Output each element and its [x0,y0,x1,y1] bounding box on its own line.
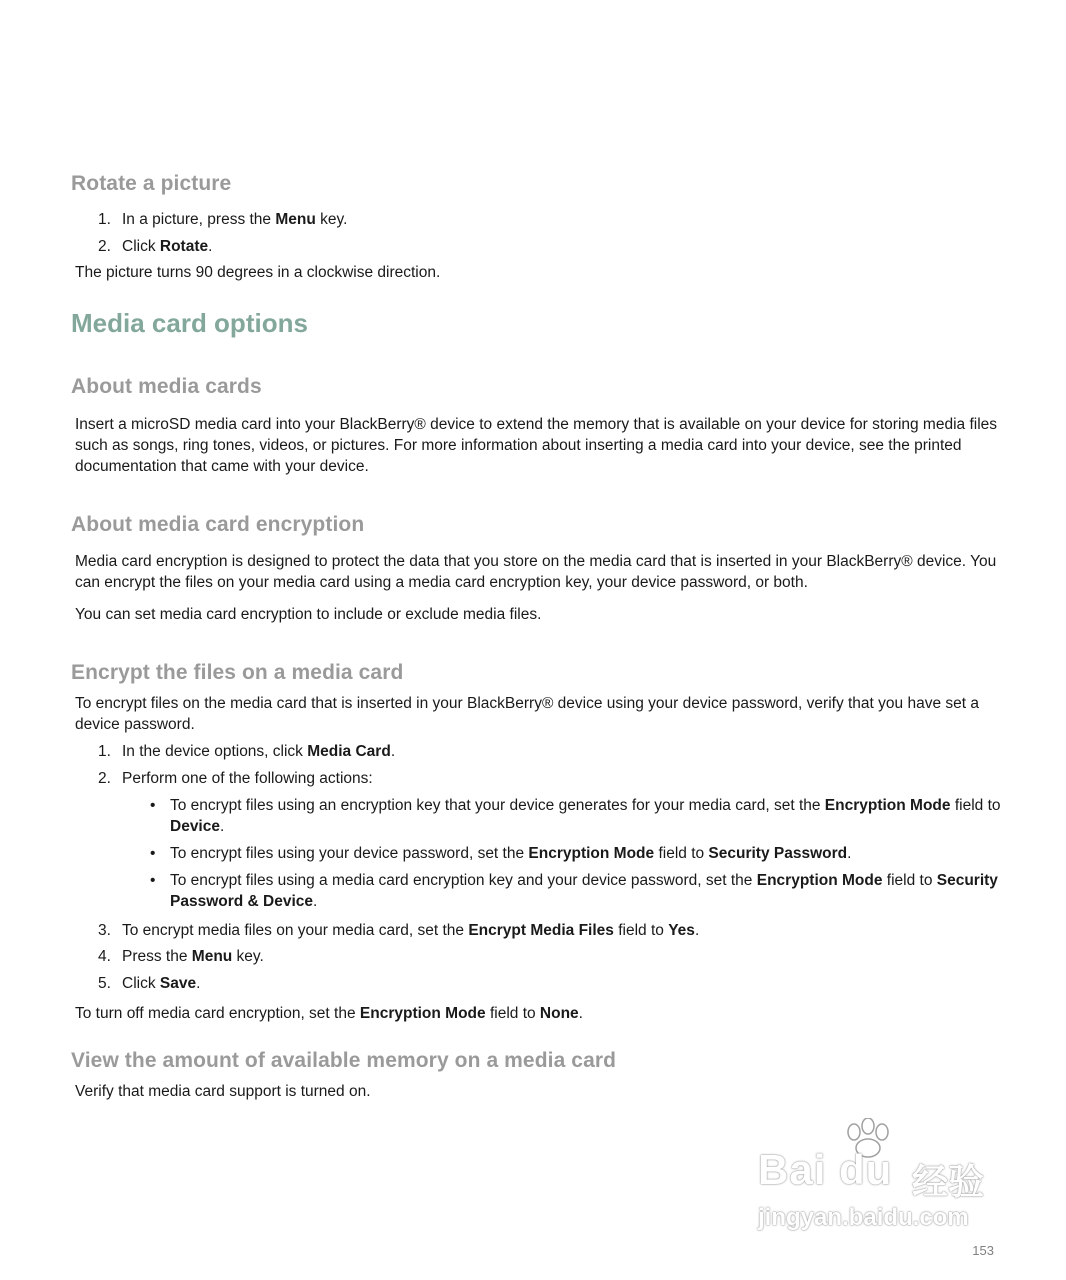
about-encryption-text: Media card encryption is designed to protect the data that you store on the media card that is inserted in your BlackBerry® device. You can encrypt the files on your media card using a media card encryption key, your device password, or both. [75,553,997,591]
step-number: 2. [98,237,111,255]
heading-about-media-cards: About media cards [71,375,262,398]
bullet-item [122,843,1005,864]
watermark-cn: 经验 [912,1161,985,1202]
list-item [75,209,1005,230]
step-bold: Menu [275,211,316,228]
bullet-text: . [219,817,225,835]
step-bold: Yes [668,921,695,939]
step-text: . [208,237,213,255]
rotate-steps [75,209,1005,262]
step-bold: Menu [191,948,233,966]
page-number: 153 [972,1243,994,1258]
step-text: In a picture, press the [122,211,276,228]
watermark-brand: Bai du [758,1146,893,1193]
step-text: In the device options, click [122,743,308,760]
about-encryption-text-2: You can set media card encryption to include or exclude media files. [75,606,542,623]
list-item [75,236,1005,257]
bullet-text: To encrypt files using your device password, set the [170,844,529,862]
bullet-bold: Device [170,817,220,835]
step-text: key. [315,211,348,228]
bullet-text: To encrypt files using an encryption key that your device generates for your media card, set the [170,796,825,814]
bullet-text: . [847,844,852,862]
step-text: . [694,921,700,939]
about-media-cards-text: Insert a microSD media card into your BlackBerry® device to extend the memory that is available on your device for storing media files such as songs, ring tones, videos, or pictures. For more information about inserting a media card into your device, see the printed documentation that came with your device. [75,416,998,475]
encrypt-outro [75,1003,1005,1024]
outro-bold: Encryption Mode [359,1005,486,1022]
step-text: Click [122,237,160,255]
outro-text: To turn off media card encryption, set the [75,1005,360,1022]
bullet-dot-icon: • [150,844,156,862]
step-number: 1. [98,743,111,760]
step-text: Click [122,974,160,992]
bullet-dot-icon: • [150,871,156,889]
rotate-result: The picture turns 90 degrees in a clockwise direction. [75,264,441,281]
outro-text: . [578,1005,583,1022]
action-bullets [122,795,1005,912]
heading-about-encryption: About media card encryption [71,513,365,536]
step-text: . [390,743,396,760]
bullet-text: field to [882,871,937,889]
bullet-bold: Security Password & Device [170,871,998,910]
step-number: 5. [98,974,111,992]
bullet-text: field to [950,796,1001,814]
step-text: Press the [122,948,192,966]
list-item [75,920,1005,941]
step-text: field to [613,921,669,939]
step-number: 2. [98,769,111,787]
heading-rotate-picture: Rotate a picture [71,172,232,195]
section-title-media-card-options: Media card options [71,308,308,338]
step-bold: Save [159,974,197,992]
encrypt-intro: To encrypt files on the media card that is inserted in your BlackBerry® device using your device password, verify that you have set a device password. [75,695,979,733]
outro-bold: None [539,1005,579,1022]
heading-encrypt-files: Encrypt the files on a media card [71,661,404,684]
bullet-bold: Encryption Mode [528,844,655,862]
bullet-dot-icon: • [150,796,156,814]
step-number: 3. [98,921,111,939]
baidu-watermark [752,1118,1004,1238]
bullet-text: . [313,892,318,910]
bullet-item [122,870,1005,912]
bullet-text: To encrypt files using a media card encryption key and your device password, set the [170,871,757,889]
bullet-bold: Encryption Mode [824,796,951,814]
step-text: key. [232,948,264,966]
bullet-text: field to [654,844,709,862]
step-number: 1. [98,211,111,228]
step-text: To encrypt media files on your media card, set the [122,921,469,939]
bullet-bold: Encryption Mode [756,871,883,889]
list-item [75,946,1005,967]
heading-view-memory: View the amount of available memory on a media card [71,1049,617,1072]
step-bold: Encrypt Media Files [468,921,614,939]
step-text: Perform one of the following actions: [122,769,373,787]
bullet-item [122,795,1005,837]
watermark-url: jingyan.baidu.com [758,1204,969,1231]
memory-text: Verify that media card support is turned on. [75,1083,371,1100]
step-number: 4. [98,948,111,966]
step-bold: Media Card [307,743,391,760]
step-text: . [196,974,201,992]
list-item [75,973,1005,994]
encrypt-steps [75,741,1005,999]
bullet-bold: Security Password [708,844,848,862]
step-bold: Rotate [159,237,209,255]
outro-text: field to [485,1005,540,1022]
list-item [75,768,1005,912]
list-item [75,741,1005,762]
